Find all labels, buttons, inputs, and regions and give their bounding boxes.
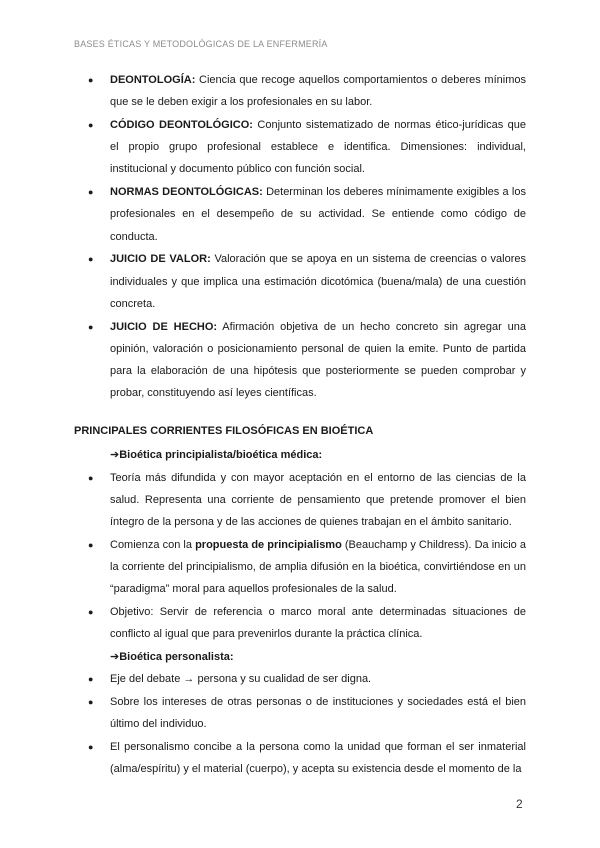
definition-text: Ciencia que recoge aquellos comportamientos o deberes mínimos que se le deben exigir a los profesionales en su labor. bbox=[110, 74, 526, 109]
bullet-icon: ● bbox=[88, 187, 94, 198]
definition-term: CÓDIGO DEONTOLÓGICO: bbox=[110, 119, 253, 131]
list-item: ● Sobre los intereses de otras personas o de instituciones y sociedades está el bien último del individuo. bbox=[74, 691, 526, 735]
page-content bbox=[74, 69, 526, 781]
list-item: ● Teoría más difundida y con mayor aceptación en el entorno de las ciencias de la salud. Representa una corriente de pensamiento que pretende promover el bien íntegro de la persona y de las acciones de quienes trabajan en el ámbito sanitario. bbox=[74, 467, 526, 534]
list-item: ● Eje del debate → persona y su cualidad de ser digna. bbox=[74, 668, 526, 690]
bullet-icon: ● bbox=[88, 321, 94, 332]
bullet-icon: ● bbox=[88, 120, 94, 130]
bullet-icon: ● bbox=[88, 742, 94, 753]
list-item: ● El personalismo concibe a la persona como la unidad que forman el ser inmaterial (alma/espíritu) y el material (cuerpo), y acepta su existencia desde el momento de la bbox=[74, 736, 526, 780]
page-number: 2 bbox=[516, 797, 523, 811]
subsection-title: Bioética personalista: bbox=[119, 651, 234, 664]
emphasis: propuesta de principialismo bbox=[195, 538, 342, 551]
definition-text: Valoración que se apoya en un sistema de creencias o valores individuales y que implica una estimación dicotómica (buena/mala) de una cuestión concreta. bbox=[110, 253, 527, 310]
running-header: BASES ÉTICAS Y METODOLÓGICAS DE LA ENFERMERÍA bbox=[74, 39, 328, 49]
subsection-principialista bbox=[74, 444, 526, 466]
bullet-icon: ● bbox=[88, 75, 94, 85]
definition-term: NORMAS DEONTOLÓGICAS: bbox=[110, 186, 263, 199]
definition-term: DEONTOLOGÍA: bbox=[110, 74, 196, 86]
bullet-icon: ● bbox=[88, 254, 94, 265]
definition-deontologia bbox=[74, 69, 526, 113]
bullet-icon: ● bbox=[88, 674, 94, 685]
bullet-icon: ● bbox=[88, 607, 94, 618]
list-item: ● Comienza con la propuesta de principialismo (Beauchamp y Childress). Da inicio a la corriente del principialismo, de amplia difusión en la bioética, convirtiéndose en un “paradigma” moral para aquellos profesionales de la salud. bbox=[74, 534, 526, 601]
definition-normas-deontologicas bbox=[74, 181, 526, 248]
definition-codigo-deontologico bbox=[74, 114, 526, 181]
bullet-icon: ● bbox=[88, 472, 94, 483]
definition-term: JUICIO DE HECHO: bbox=[110, 320, 218, 333]
definition-text: Conjunto sistematizado de normas ético-jurídicas que el propio grupo profesional establece e identifica. Dimensiones: individual, institucional y documento público con función social. bbox=[110, 119, 527, 176]
definition-juicio-de-hecho bbox=[74, 316, 526, 405]
subsection-personalista bbox=[74, 646, 526, 668]
arrow-icon: ➔ bbox=[110, 449, 120, 462]
list-item: ● Objetivo: Servir de referencia o marco moral ante determinadas situaciones de conflicto al igual que para prevenirlos durante la práctica clínica. bbox=[74, 601, 526, 645]
definition-juicio-de-valor bbox=[74, 248, 526, 315]
bullet-icon: ● bbox=[88, 539, 94, 550]
definition-text: Determinan los deberes mínimamente exigibles a los profesionales en el desempeño de su actividad. Se entiende como código de conducta. bbox=[110, 186, 526, 243]
definition-term: JUICIO DE VALOR: bbox=[110, 253, 211, 266]
definition-text: Afirmación objetiva de un hecho concreto sin agregar una opinión, valoración o posicionamiento personal de quien la emite. Punto de partida para la elaboración de una hipótesis que posteriormente se pueden comprobar y probar, constituyendo así leyes científicas. bbox=[110, 320, 526, 400]
arrow-icon: ➔ bbox=[110, 651, 120, 664]
subsection-title: Bioética principialista/bioética médica: bbox=[119, 449, 323, 462]
bullet-icon: ● bbox=[88, 697, 94, 708]
section-heading: PRINCIPALES CORRIENTES FILOSÓFICAS EN BIOÉTICA bbox=[74, 425, 374, 438]
